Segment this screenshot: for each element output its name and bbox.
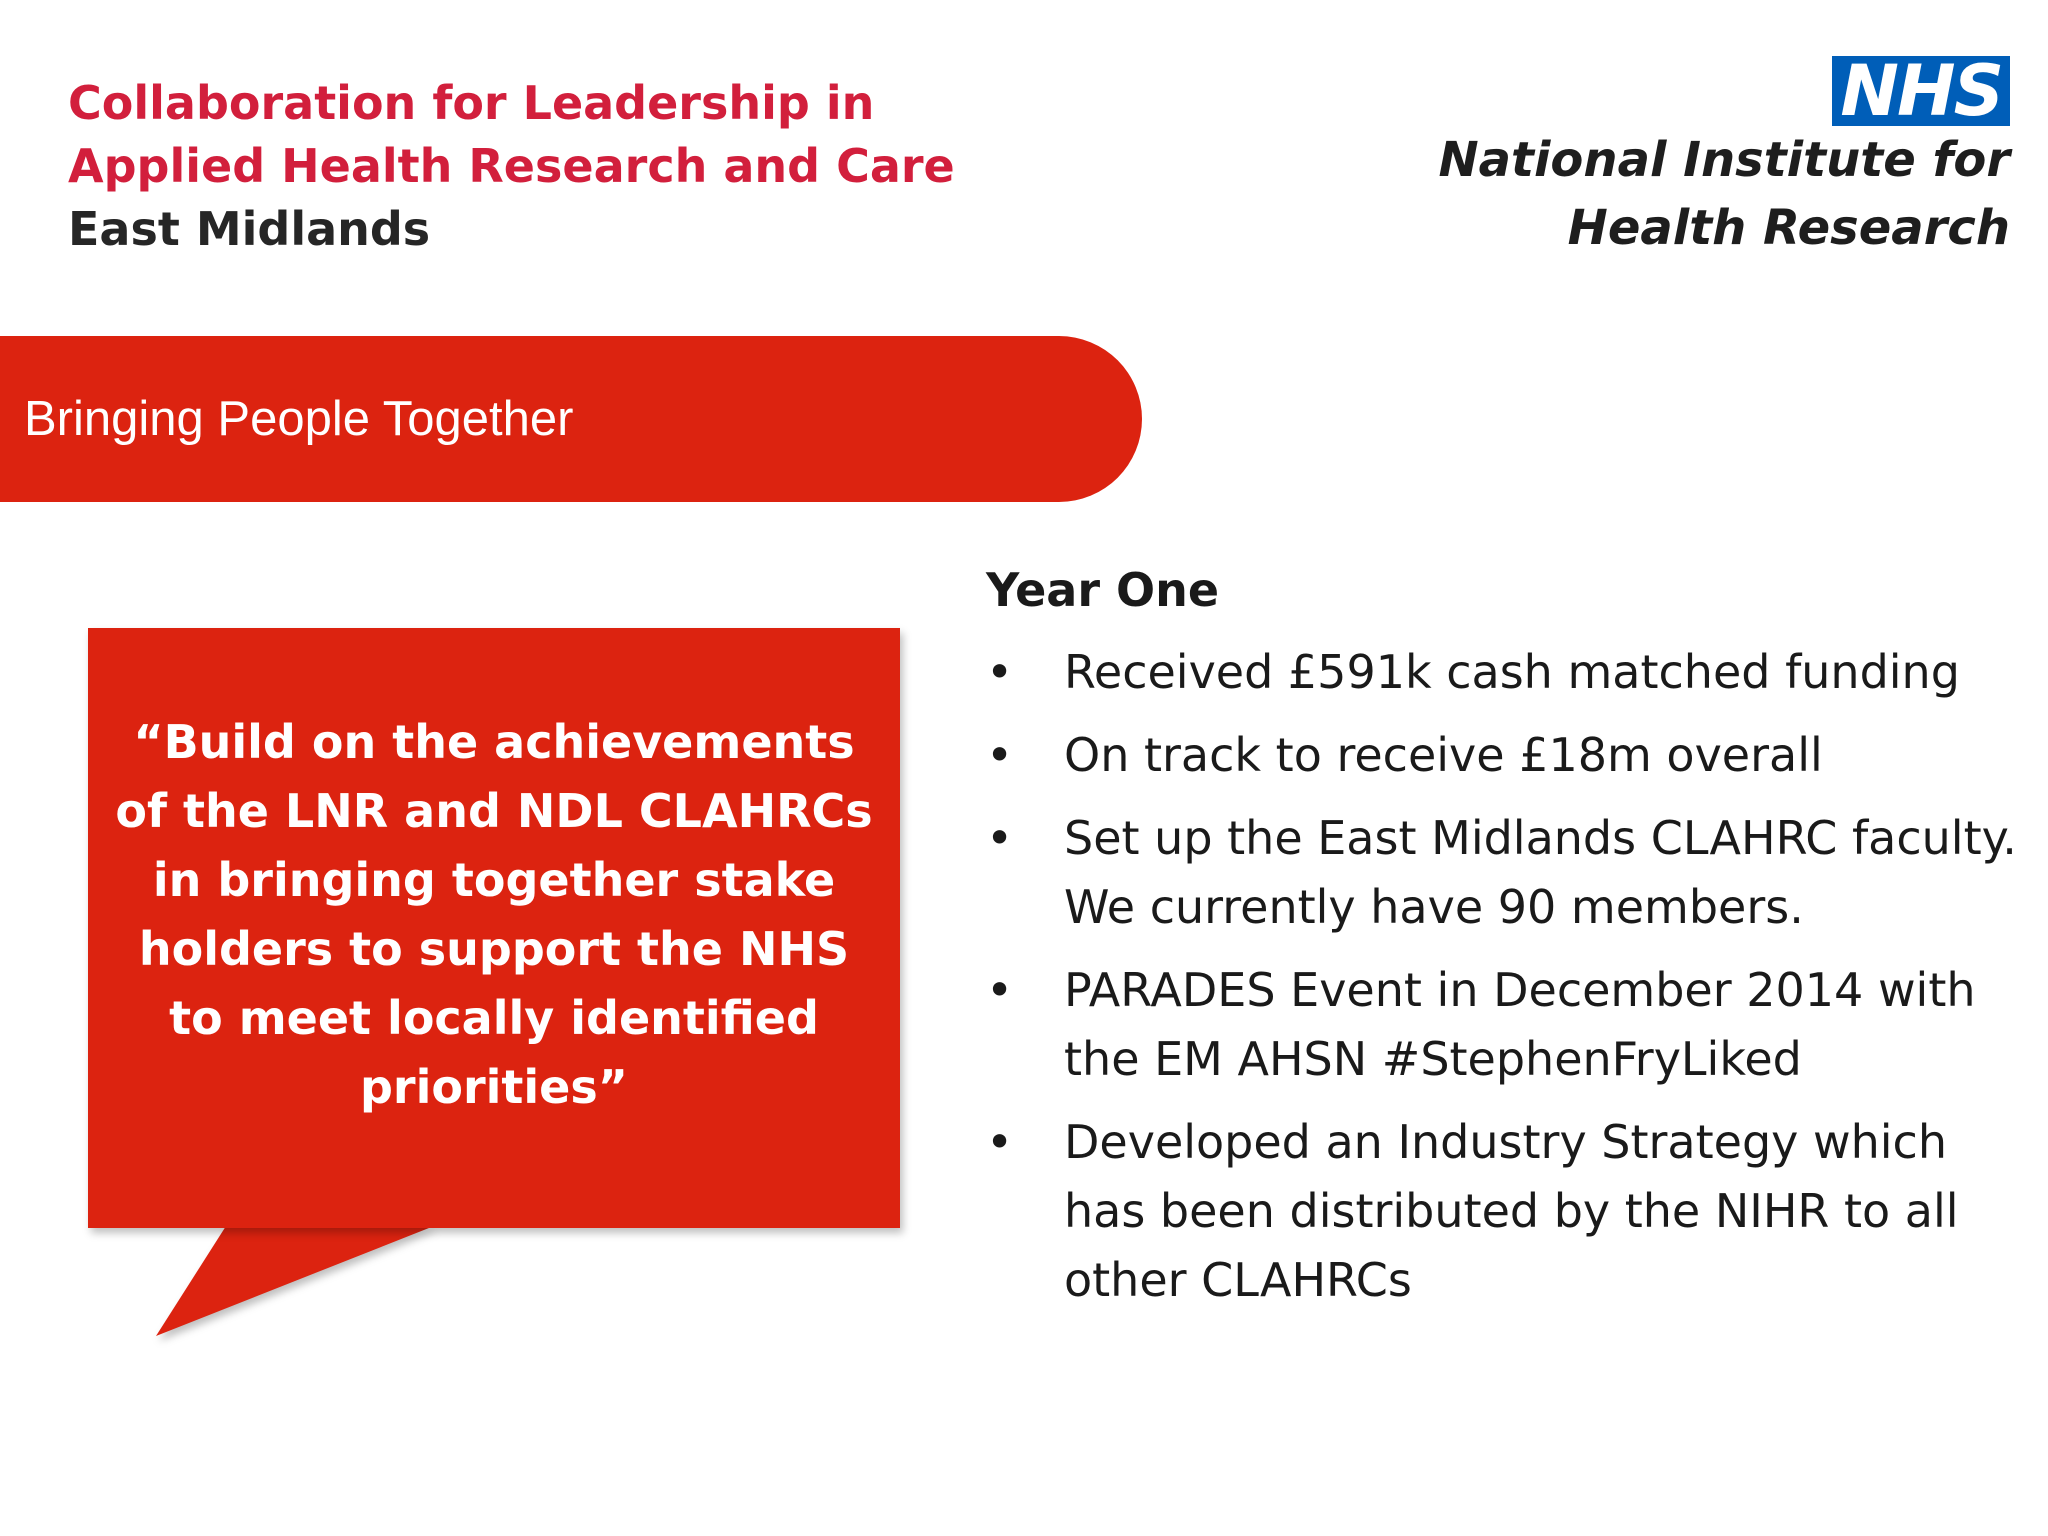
quote-text: “Build on the achievements of the LNR and NDL CLAHRCs in bringing together stake holders to support the NHS to meet locally identified priorities” xyxy=(115,715,873,1114)
list-item xyxy=(986,804,2026,942)
clahrc-logo-line-2: Applied Health Research and Care xyxy=(68,139,955,193)
list-item xyxy=(986,638,2026,707)
year-one-section xyxy=(986,556,2026,1329)
bullet-icon: • xyxy=(986,811,1014,865)
list-item-text: Set up the East Midlands CLAHRC faculty. We currently have 90 members. xyxy=(1064,811,2017,934)
list-item-text: Received £591k cash matched funding xyxy=(1064,645,1960,699)
year-one-list xyxy=(986,638,2026,1315)
nhs-badge: NHS xyxy=(1832,56,2010,126)
clahrc-logo xyxy=(68,72,968,261)
nihr-logo-line-2: Health Research xyxy=(1567,200,2010,256)
list-item xyxy=(986,1108,2026,1315)
list-item-text: Developed an Industry Strategy which has been distributed by the NIHR to all other CLAHRCs xyxy=(1064,1115,1959,1307)
clahrc-logo-line-1: Collaboration for Leadership in xyxy=(68,76,875,130)
nihr-logo xyxy=(1310,50,2010,262)
list-item-text: On track to receive £18m overall xyxy=(1064,728,1823,782)
list-item xyxy=(986,721,2026,790)
section-banner xyxy=(0,336,1142,502)
bullet-icon: • xyxy=(986,963,1014,1017)
bullet-icon: • xyxy=(986,1115,1014,1169)
clahrc-logo-line-3: East Midlands xyxy=(68,202,431,256)
banner-title: Bringing People Together xyxy=(24,392,574,446)
bullet-icon: • xyxy=(986,728,1014,782)
list-item xyxy=(986,956,2026,1094)
year-one-heading: Year One xyxy=(986,563,1220,617)
list-item-text: PARADES Event in December 2014 with the EM AHSN #StephenFryLiked xyxy=(1064,963,1976,1086)
quote-speech-bubble xyxy=(88,628,900,1228)
bullet-icon: • xyxy=(986,645,1014,699)
nihr-logo-line-1: National Institute for xyxy=(1438,132,2010,188)
